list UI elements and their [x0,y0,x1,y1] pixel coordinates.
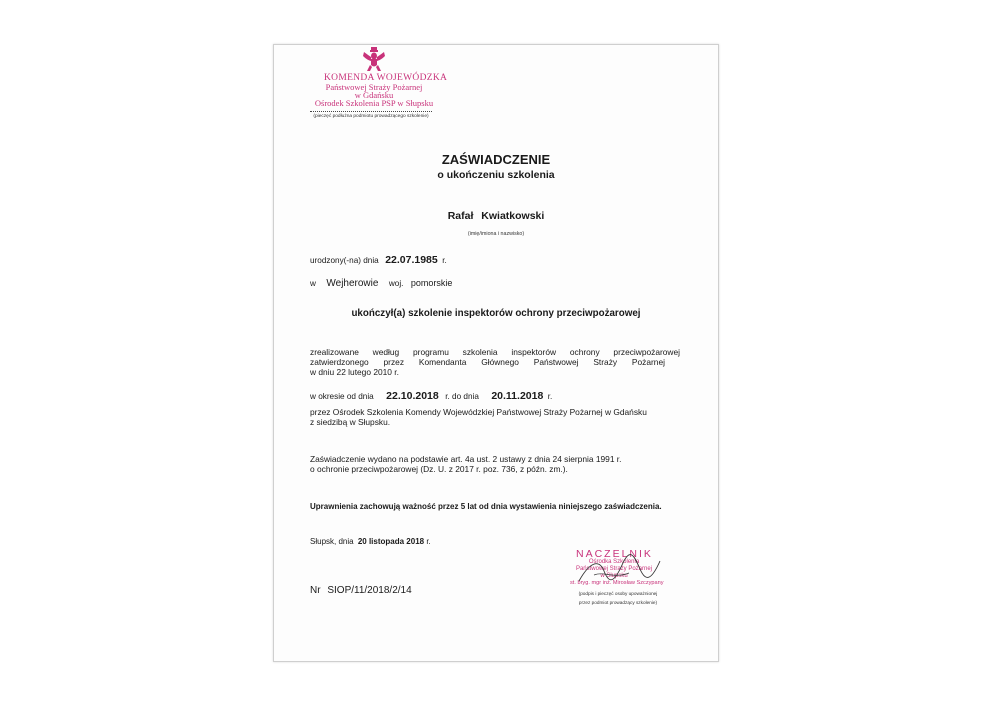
name-caption: (imię/imiona i nazwisko) [467,231,525,237]
period-from: 22.10.2018 [386,390,439,402]
period-to: 20.11.2018 [491,390,544,402]
organizer-line-2: z siedzibą w Słupsku. [310,417,391,427]
eagle-emblem-icon [362,47,386,73]
program-line-3: w dniu 22 lutego 2010 r. [310,367,399,377]
period-mid: r. do dnia [445,392,479,401]
voiv-prefix: woj. [388,279,404,288]
birth-place: Wejherowie [326,278,379,289]
stamp-dotted-line [310,111,432,112]
issued-suffix: r. [426,537,431,546]
signature-line-2: Państwowej Straży Pożarnej [575,566,653,572]
birth-row [310,250,447,268]
issued-date: 20 listopada 2018 [357,537,425,546]
issued-prefix: Słupsk, dnia [310,537,354,546]
birthplace-row [310,273,452,291]
certificate-page [273,44,719,662]
legal-line-2: o ochronie przeciwpożarowej (Dz. U. z 2017 r. poz. 736, z późn. zm.). [310,464,568,474]
period-prefix: w okresie od dnia [310,392,374,401]
stamp-caption: (pieczęć podłużna podmiotu prowadzącego szkolenie) [313,114,429,119]
signature-name: st. bryg. mgr inż. Mirosław Szczypany [570,580,664,586]
program-line-2: zatwierdzonego przez Komendanta Głównego Państwowej Straży Pożarnej [310,357,665,367]
person-name: Rafał Kwiatkowski [447,210,545,222]
document-title: ZAŚWIADCZENIE [441,152,551,167]
document-subtitle: o ukończeniu szkolenia [437,169,555,181]
birth-suffix: r. [442,256,447,265]
birth-date: 22.07.1985 [385,254,438,266]
signature-caption-1: (podpis i pieczęć osoby upoważnionej [578,591,658,596]
signature-title: NACZELNIK [576,548,653,560]
voivodeship: pomorskie [410,278,453,288]
place-prefix: w [310,279,316,288]
header-line-2: Państwowej Straży Pożarnej [325,82,423,92]
number-prefix: Nr [310,585,321,596]
header-line-1: KOMENDA WOJEWÓDZKA [324,73,448,83]
signature-line-3: w Słupsku [600,573,628,579]
legal-line-1: Zaświadczenie wydano na podstawie art. 4a ust. 2 ustawy z dnia 24 sierpnia 1991 r. [310,454,622,464]
header-line-4: Ośrodek Szkolenia PSP w Słupsku [314,98,434,108]
signature-caption-2: przez podmiot prowadzący szkolenie) [578,600,658,605]
program-line-1: zrealizowane według programu szkolenia inspektorów ochrony przeciwpożarowej [310,347,680,357]
issued-row [310,537,431,546]
period-suffix: r. [547,392,553,401]
number-row [310,585,412,596]
validity-statement: Uprawnienia zachowują ważność przez 5 lat od dnia wystawienia niniejszego zaświadczenia. [310,502,662,511]
birth-prefix: urodzony(-na) dnia [310,256,379,265]
signature-line-1: Ośrodka Szkolenia [588,559,640,565]
period-row [310,386,552,404]
number-value: SIOP/11/2018/2/14 [327,585,412,596]
completion-statement: ukończył(a) szkolenie inspektorów ochrony przeciwpożarowej [351,308,641,319]
header-line-3: w Gdańsku [354,90,394,100]
organizer-line-1: przez Ośrodek Szkolenia Komendy Wojewódzkiej Państwowej Straży Pożarnej w Gdańsku [310,407,647,417]
